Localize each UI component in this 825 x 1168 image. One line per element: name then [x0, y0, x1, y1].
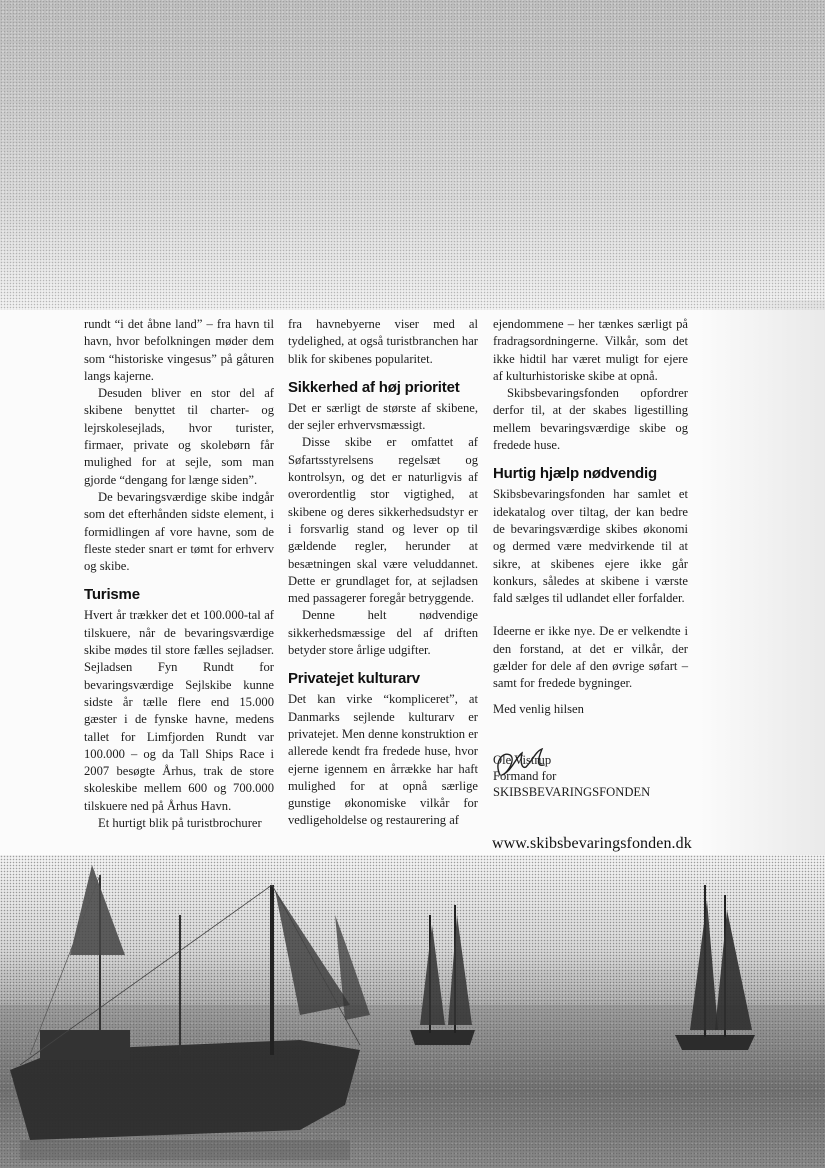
- paragraph: rundt “i det åbne land” – fra havn til havn, hvor befolkningen møder dem som “historiske vingesus” på gåturen langs kajerne.: [84, 317, 274, 383]
- signer-title: Formand for: [493, 768, 557, 783]
- paragraph: Hvert år trækker det et 100.000-tal af tilskuere, når de bevaringsværdige skibe mødes til store fælles sejladser. Sejladsen Fyn Rundt for bevaringsværdige Sejlskibe kunne sidste år tælle flere end 15.000 gæster i de fynske havne, medens tallet for Limfjorden Rundt var 100.000 – og da Tall Ships Race i 2007 besøgte Århus, trak de store skoleskibe mellem 600 og 700.000 tilskuere ned på Århus Havn.: [84, 608, 274, 813]
- photo-fade: [700, 300, 825, 860]
- paragraph: ejendommene – her tænkes særligt på fradragsordningerne. Vilkår, som det ikke hidtil har været muligt for ejere af kulturhistoriske skibe at opnå.: [493, 317, 688, 383]
- handwritten-signature: [492, 745, 562, 785]
- paragraph: Ideerne er ikke nye. De er velkendte i den forstand, at det er vilkår, der gælder for dele af den øvrige søfart – samt for fredede bygninger.: [493, 624, 688, 691]
- text-column-3: [493, 316, 688, 800]
- paragraph: Det er særligt de største af skibene, der sejler erhvervsmæssigt.: [288, 400, 478, 433]
- heading-turisme: Turisme: [84, 586, 140, 604]
- paragraph: fra havnebyerne viser med al tydelighed, at også turistbranchen har blik for skibenes popularitet.: [288, 317, 478, 366]
- paragraph: Denne helt nødvendige sikkerhedsmæssige del af driften betyder store årlige udgifter.: [288, 608, 478, 658]
- heading-sikkerhed: Sikkerhed af høj prioritet: [288, 378, 460, 396]
- greeting: Med venlig hilsen: [493, 701, 584, 716]
- text-column-2: [288, 316, 478, 830]
- text-column-1: [84, 316, 274, 832]
- heading-hurtig-hjaelp: Hurtig hjælp nødvendig: [493, 465, 657, 483]
- paragraph: Disse skibe er omfattet af Søfartsstyrelsens regelsæt og kontrolsyn, og det er naturligvis af overordentlig stor vigtighed, at skibene og deres sikkerhedsudstyr er i forsvarlig stand og lever op til gældende regler, herunder at besætningen skal være veluddannet. Dette er grundlaget for, at sejladsen med passagerer foregår betryggende.: [288, 435, 478, 606]
- heading-privatejet: Privatejet kulturarv: [288, 670, 420, 688]
- website-link[interactable]: www.skibsbevaringsfonden.dk: [492, 835, 692, 852]
- paragraph: Det kan virke “kompliceret”, at Danmarks sejlende kulturarv er privatejet. Men denne konstruktion er allerede kendt fra fredede huse, hvor ejerne igennem en årrække har haft mulighed for at opnå særlige gunstige økonomiske vilkår for vedligeholdelse og restaurering af: [288, 692, 478, 828]
- paragraph: Et hurtigt blik på turistbrochurer: [98, 816, 262, 831]
- paragraph: Desuden bliver en stor del af skibene benyttet til charter- og lejrskolesejlads, hvor turister, firmaer, private og skolebørn får mulighed for at sejle, som man gjorde “dengang for længe siden”.: [84, 386, 274, 487]
- paragraph: Skibsbevaringsfonden opfordrer derfor til, at der skabes ligestilling mellem bevaringsværdige skibe og fredede huse.: [493, 386, 688, 453]
- organization-name: SKIBSBEVARINGSFONDEN: [493, 784, 651, 799]
- signer-name: Ole Vistrup: [493, 752, 552, 767]
- paragraph: Skibsbevaringsfonden har samlet et idekatalog over tiltag, der kan bedre de bevaringsværdige skibes økonomi og dermed være medvirkende til at sikre, at skibenes ejere ikke går konkurs, således at skibene i værste fald sælges til udlandet eller forfalder.: [493, 487, 688, 606]
- sky-photo: [0, 0, 825, 310]
- ships-illustration: [0, 855, 825, 1168]
- paragraph: De bevaringsværdige skibe indgår som det efterhånden sidste element, i formidlingen af vore havne, som de fleste steder snart er tømt for erhverv og skibe.: [84, 489, 274, 574]
